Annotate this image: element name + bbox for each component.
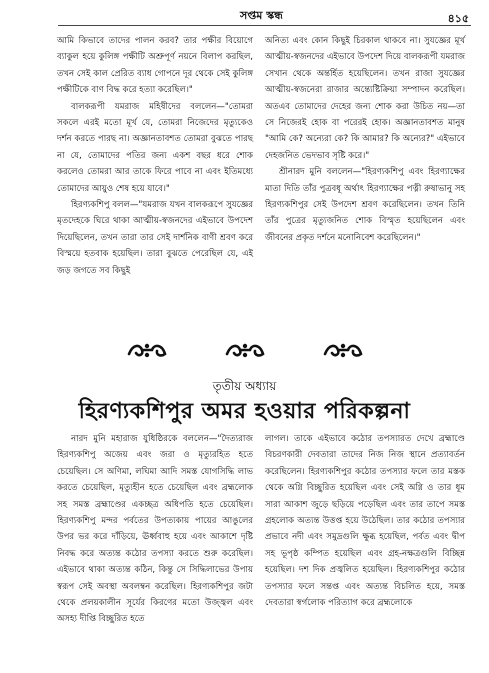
paragraph: হিরণ্যকশিপু বলল—"যমরাজ যখন বালকরূপে সুযজ্ঞের মৃতদেহকে ঘিরে থাকা আত্মীয়-স্বজনদের এইভাবে উপদেশ দিয়েছিলেন, তখন তারা তার সেই দার্শনিক বাণী শ্রবণ করে বিস্ময়ে হতবাক হয়েছিল। তারা বুঝতে পেরেছিল যে, এই জড় জগতে সব কিছুই bbox=[57, 200, 253, 276]
paragraph: বালকরূপী যমরাজ মহিষীদের বললেন—"তোমরা সকলে এরই মতো মূর্খ যে, তোমরা নিজেদের মৃত্যুকেও দর্শন করতে পারছ না। অজ্ঞানতাবশত তোমরা বুঝতে পারছ না যে, তোমাদের পতির জন্য একশ বছর ধরে শোক করলেও তোমরা আর তাকে ফিরে পাবে না এবং ইতিমধ্যে তোমাদের আয়ুও শেষ হয়ে যাবে।" bbox=[57, 101, 253, 194]
paragraph: লাগল। তাকে এইভাবে কঠোর তপস্যারত দেখে ব্রহ্মাণ্ডে বিচরণকারী দেবতারা তাদের নিজ নিজ স্থানে প্রত্যাবর্তন করেছিলেন। হিরণ্যকশিপুর কঠোর তপস্যার ফলে তার মস্তক থেকে অগ্নি বিচ্ছুরিত হয়েছিল এবং সেই অগ্নি ও তার ধূম সারা আকাশ জুড়ে ছড়িয়ে পড়েছিল এবং তার তাপে সমস্ত গ্রহলোক অত্যন্ত উত্তপ্ত হয়ে উঠেছিল। তার কঠোর তপস্যার প্রভাবে নদী এবং সমুদ্রগুলি ক্ষুব্ধ হয়েছিল, পর্বত এবং দ্বীপ সহ ভূপৃষ্ঠ কম্পিত হয়েছিল এবং গ্রহ-নক্ষত্রগুলি বিচ্ছিন্ন হয়েছিল। দশ দিক প্রজ্বলিত হয়েছিল। হিরণ্যকশিপুর কঠোর তপস্যার ফলে সন্তপ্ত এবং অত্যন্ত বিচলিত হয়ে, সমস্ত দেবতারা স্বর্গলোক পরিত্যাগ করে ব্রহ্মলোকে bbox=[265, 434, 465, 609]
paragraph: শ্রীনারদ মুনি বললেন—"হিরণ্যকশিপু এবং হিরণ্যাক্ষের মাতা দিতি তাঁর পুত্রবধূ অর্থাৎ হিরণ্যাক্ষের পত্নী রুষাভানু সহ হিরণ্যকশিপুর সেই উপদেশ শ্রবণ করেছিলেন। তখন তিনি তাঁর পুত্রের মৃত্যুজনিত শোক বিস্মৃত হয়েছিলেন এবং জীবনের প্রকৃত দর্শনে মনোনিবেশ করেছিলেন।" bbox=[265, 167, 465, 243]
header-rule bbox=[58, 25, 471, 26]
paragraph: আমি কিভাবে তাদের পালন করব? তার পক্ষীর বিয়োগে ব্যাকুল হয়ে কুলিঙ্গ পক্ষীটি অশ্রুপূর্ণ নয়নে বিলাপ করছিল, তখন সেই কাল প্রেরিত ব্যাধ গোপনে দূর থেকে সেই কুলিঙ্গ পক্ষীটিকে বাণ বিদ্ধ করে হত্যা করেছিল।" bbox=[57, 36, 253, 96]
bottom-left-column bbox=[57, 431, 253, 628]
chapter-number: তৃতীয় অধ্যায় bbox=[212, 379, 277, 393]
paragraph: অনিত্য এবং কোন কিছুই চিরকাল থাকবে না। সুযজ্ঞের মূর্খ আত্মীয়-স্বজনদের এইভাবে উপদেশ দিয়ে বালকরূপী যমরাজ সেখান থেকে অন্তর্হিত হয়েছিলেন। তখন রাজা সুযজ্ঞের আত্মীয়-স্বজনেরা রাজার অন্ত্যেষ্টিক্রিয়া সম্পাদন করেছিল। অতএব তোমাদের দেহের জন্য শোক করা উচিত নয়—তা সে নিজেরই হোক বা পরেরই হোক। অজ্ঞানতাবশত মানুষ "আমি কে? অন্যেরা কে? কি আমার? কি অন্যের?" এইভাবে দেহজনিত ভেদভাব সৃষ্টি করে।" bbox=[265, 36, 465, 161]
ornament-icon bbox=[224, 340, 266, 360]
top-right-column bbox=[265, 33, 465, 246]
running-title: সপ্তম স্কন্ধ bbox=[240, 9, 283, 22]
top-left-column bbox=[57, 33, 253, 279]
ornament-icon bbox=[126, 340, 168, 360]
ornament-icon bbox=[322, 340, 364, 360]
section-divider-ornaments bbox=[60, 335, 430, 365]
paragraph: নারদ মুনি মহারাজ যুধিষ্ঠিরকে বললেন—"দৈত্যরাজ হিরণ্যকশিপু অজেয় এবং জরা ও মৃত্যুরহিত হতে চেয়েছিল। সে অণিমা, লঘিমা আদি সমস্ত যোগসিদ্ধি লাভ করতে চেয়েছিল, মৃত্যুহীন হতে চেয়েছিল এবং ব্রহ্মলোক সহ সমস্ত ব্রহ্মাণ্ডের একচ্ছত্র অধিপতি হতে চেয়েছিল। হিরণ্যকশিপু মন্দর পর্বতের উপত্যকায় পায়ের আঙুলের উপর ভর করে দাঁড়িয়ে, ঊর্ধ্ববাহু হয়ে এবং আকাশে দৃষ্টি নিবদ্ধ করে অত্যন্ত কঠোর তপস্যা করতে শুরু করেছিল। এইভাবে থাকা অত্যন্ত কঠিন, কিন্তু সে সিদ্ধিলাভের উপায় স্বরূপ সেই অবস্থা অবলম্বন করেছিল। হিরণ্যকশিপুর জটা থেকে প্রলয়কালীন সূর্যের কিরণের মতো উজ্জ্বল এবং অসহ্য দীপ্তি বিচ্ছুরিত হতে bbox=[57, 434, 253, 625]
chapter-title: হিরণ্যকশিপুর অমর হওয়ার পরিকল্পনা bbox=[78, 399, 411, 424]
bottom-right-column bbox=[265, 431, 465, 611]
page-number: ৪১৫ bbox=[447, 12, 469, 25]
